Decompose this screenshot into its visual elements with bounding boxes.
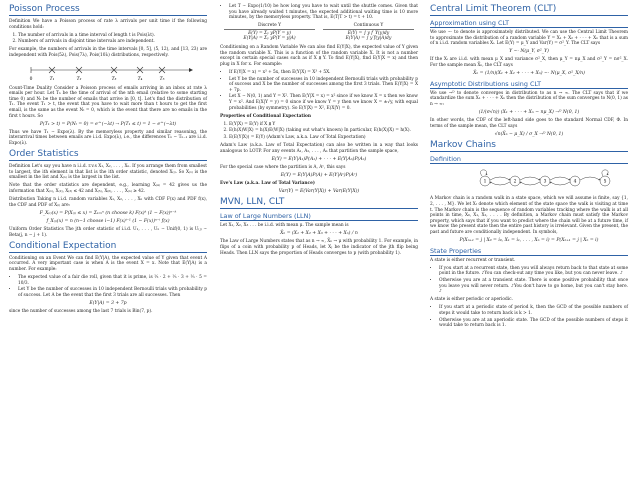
- asymptotic-text: We use →ᴰ to denote converges in distribution to as n → ∞. The CLT says that if we standardize the sum X₁ + · · · + Xₙ then the distribution of the sum converges to N(0, 1) as n → ∞:: [430, 90, 628, 107]
- discrete-formula: E(Y|A) = Σᵧ yP(Y = y|A): [243, 36, 296, 42]
- column-3: [430, 4, 628, 331]
- conditional-expectation-title: Conditional Expectation: [9, 241, 207, 253]
- state-label: 3: [543, 179, 547, 185]
- list-item: • Let T ∼ Expo(1/10) be how long you have to wait until the shuttle comes. Given that you have already waited t minutes, the expected additional waiting time is 10 more minutes, by the memoryless property. That is, E(T|T > t) = t + 10.: [229, 4, 418, 21]
- interarrival-text: Thus we have T₁ ∼ Expo(λ). By the memoryless property and similar reasoning, the interarrival times between emails are i.i.d. Expo(λ), i.e., the differences Tₙ − Tₙ₋₁ are i.i.d. Expo(λ).: [9, 129, 207, 146]
- poisson-example: For example, the numbers of arrivals in the time intervals [0, 5], (5, 12), and [13, 23) are independent with Pois(5λ), Pois(7λ), Pois(10λ) distributions, respectively.: [9, 47, 207, 58]
- list-item: 2. Numbers of arrivals in disjoint time intervals are independent.: [18, 39, 207, 45]
- order-pdf-equation: f_X₍ᵢ₎(x) = n (n−1 choose i−1) F(x)ⁱ⁻¹ (1 − F(x))ⁿ⁻ⁱ f(x): [46, 218, 170, 224]
- list-item: • If E(Y|X = x) = x³ + 5x, then E(Y|X) = X³ + 5X.: [229, 70, 418, 76]
- state-label: 5: [603, 179, 607, 185]
- poisson-conditions: [9, 33, 207, 45]
- state-label: 2: [513, 179, 517, 185]
- clt-title: Central Limit Theorem (CLT): [430, 4, 628, 16]
- state-label: 1: [483, 179, 487, 185]
- list-item: • Let Y be the number of successes in 10 independent Bernoulli trials with probability p of success. Let A be the event that the first 3 trials are all successes. Then: [18, 287, 207, 298]
- timeline-label: T₂: [76, 77, 82, 83]
- event-equation: E(Y|A) = 3 + 7p: [89, 300, 127, 306]
- list-item: • If you start at a recurrent state, then you will always return back to that state at some point in the future. ♪You can check-out any time you like, but you can never leave. ♪: [439, 266, 628, 277]
- asymptotic-equation: (1/(σ√n)) (X₁ + · · · + Xₙ − nμ_X) →ᴰ N(0, 1): [478, 109, 580, 115]
- count-time-duality: Count-Time Duality Consider a Poisson process of emails arriving in an inbox at rate λ emails per hour. Let Tₙ be the time of arrival of the nth email (relative to some starting time 0) and Nₜ be the number of emails that arrive in [0, t]. Let's find the distribution of T₁. The event T₁ > t, the event that you have to wait more than t hours to get the first email, is the same as the event Nₜ = 0, which is the event that there are no emails in the first t hours. So: [9, 85, 207, 119]
- markov-text: A Markov chain is a random walk in a state space, which we will assume is finite, say {1, 2, . . . , M}. We let Xₜ denote which element of the state space the walk is visiting at time t. The Markov chain is the sequence of random variables tracking where the walk is at all points in time, X₀, X₁, X₂, . . . . By definition, a Markov chain must satisfy the Markov property, which says that if you want to predict where the chain will be at a future time, if we know the present state then the entire past history is irrelevant. Given the present, the past and future are conditionally independent. In symbols,: [430, 196, 628, 235]
- timeline-label: T₃: [111, 77, 117, 83]
- expectation-table: [220, 23, 418, 42]
- sample-mean-clt-equation: X̄ₙ = (1/n)(X₁ + X₂ + · · · + Xₙ) ∼· N(μ_X, σ²_X/n): [473, 71, 585, 77]
- approximation-text: We use ∼· to denote is approximately distributed. We can use the Central Limit Theorem to approximate the distribution of a random variable Y = X₁ + X₂ + · · · + Xₙ that is a sum of n i.i.d. random variables Xᵢ. Let E(Y) = μ_Y and Var(Y) = σ²_Y. The CLT says: [430, 30, 628, 47]
- continuous-formula: E(Y|A) = ∫ y f(y|A)dy: [345, 36, 392, 42]
- mvn-lln-clt-title: MVN, LLN, CLT: [220, 197, 418, 209]
- timeline-label: T₁: [49, 77, 55, 83]
- state-properties-title: State Properties: [430, 247, 628, 256]
- list-item: • Otherwise you are at an aperiodic state. The GCD of the possible numbers of steps it would take to return back is 1.: [439, 318, 628, 329]
- timeline-label: T₅: [159, 77, 165, 83]
- adams-law-equation: E(Y) = E(Y|A₁)P(A₁) + · · · + E(Y|Aₙ)P(Aₙ): [271, 156, 367, 162]
- periodicity-list: [430, 305, 628, 328]
- count-time-equation: P(T₁ > t) = P(Nₜ = 0) = e^(−λt) → P(T₁ ≤ t) = 1 − e^(−λt): [39, 121, 177, 127]
- order-cdf-equation: F_X₍ᵢ₎(x) = P(X₍ᵢ₎ ≤ x) = Σₖ₌ᵢⁿ (n choose k) F(x)ᵏ (1 − F(x))ⁿ⁻ᵏ: [39, 210, 177, 216]
- eves-law: Eve's Law (a.k.a. Law of Total Variance): [220, 180, 315, 186]
- discrete-header: Discrete Y: [224, 23, 315, 30]
- continuous-header: Continuous Y: [323, 23, 414, 30]
- list-item: • Let X ∼ N(0, 1) and Y = X². Then E(Y|X = x) = x² since if we know X = x then we know Y = x². And E(X|Y = y) = 0 since if we know Y = y then we know X = ±√y, with equal probabilities (by symmetry). So E(Y|X) = X², E(X|Y) = 0.: [229, 94, 418, 111]
- special-case: For the special case where the partition is A, Aᶜ, this says: [220, 164, 346, 170]
- column-1: [9, 4, 207, 317]
- list-item: • The expected value of a fair die roll, given that it is prime, is ⅓ · 2 + ⅓ · 3 + ⅓ · 5 = 10/3.: [18, 275, 207, 286]
- adams-law: Adam's Law (a.k.a. Law of Total Expectation) can also be written in a way that looks analogous to LOTP. For any events A₁, A₂, . . . , Aₙ that partition the sample space,: [220, 142, 418, 154]
- list-item: 1. E(Y|X) = E(Y) if X ⫫ Y: [229, 122, 418, 128]
- timeline-label: T₄: [137, 77, 143, 83]
- poisson-timeline: [9, 61, 207, 83]
- order-statistics-title: Order Statistics: [9, 149, 207, 161]
- markov-chain-diagram: [430, 166, 628, 194]
- approximation-equation: Y ∼· N(μ_Y, σ²_Y): [509, 49, 549, 55]
- list-item: • Otherwise you are at a transient state. There is some positive probability that once you leave you will never return. ♪You don't have to go home, but you can't stay here. ♪: [439, 278, 628, 295]
- lln-statement: The Law of Large Numbers states that as n → ∞, X̄ₙ → μ with probability 1. For example, in flips of a coin with probability p of Heads, let Xⱼ be the indicator of the jth flip being Heads. Then LLN says the proportion of Heads converges to p (with probability 1).: [220, 239, 418, 256]
- uniform-order-statistics: Uniform Order Statistics The jth order statistic of i.i.d. U₁, . . . , Uₙ ∼ Unif(0, 1) is U₍ⱼ₎ ∼ Beta(j, n − j + 1).: [9, 226, 207, 238]
- lln-text: Let X₁, X₂, X₃ . . . be i.i.d. with mean μ. The sample mean is: [220, 223, 349, 229]
- column-2: [220, 4, 418, 259]
- asymptotic-title: Asymptotic Distributions using CLT: [430, 80, 628, 89]
- properties-heading: Properties of Conditional Expectation: [220, 113, 311, 119]
- conditioning-rv: Conditioning on a Random Variable We can also find E(Y|X), the expected value of Y given the random variable X. This is a function of the random variable X. It is not a number except in certain special cases such as if X ⫫ Y. To find E(Y|X), find E(Y|X = x) and then plug in X for x. For example:: [220, 45, 418, 67]
- order-note: Note that the order statistics are dependent, e.g., learning X₍₄₎ = 42 gives us the information that X₍₁₎, X₍₂₎, X₍₃₎ ≤ 42 and X₍₅₎, X₍₆₎, . . . , X₍ₙ₎ ≥ 42.: [9, 183, 207, 194]
- markov-definition-title: Definition: [430, 155, 628, 164]
- event-examples: [9, 275, 207, 298]
- order-definition: Definition Let's say you have n i.i.d. r.v.s X₁, X₂, . . . , Xₙ. If you arrange them from smallest to largest, the ith element in that list is the ith order statistic, denoted X₍ᵢ₎. So X₍₁₎ is the smallest in the list and X₍ₙ₎ is the largest in the list.: [9, 164, 207, 181]
- lln-title: Law of Large Numbers (LLN): [220, 212, 418, 221]
- approximation-title: Approximation using CLT: [430, 19, 628, 28]
- poisson-definition: Definition We have a Poisson process of rate λ arrivals per unit time if the following conditions hold:: [9, 19, 207, 30]
- rv-examples: [220, 70, 418, 111]
- eves-law-equation: Var(Y) = E(Var(Y|X)) + Var(E(Y|X)): [278, 189, 360, 195]
- list-item: 1. The number of arrivals in a time interval of length t is Pois(λt).: [18, 33, 207, 39]
- list-item: 2. E(h(X)W|X) = h(X)E(W|X) (taking out what's known) In particular, E(h(X)|X) = h(X).: [229, 128, 418, 134]
- asymptotic-equation-2: √n(X̄ₙ − μ_X) / σ_X →ᴰ N(0, 1): [494, 131, 564, 137]
- properties-list: [220, 122, 418, 141]
- recurrence-list: [430, 266, 628, 295]
- timeline-origin: 0: [29, 77, 33, 83]
- asymptotic-text-2: In other words, the CDF of the left-hand side goes to the standard Normal CDF, Φ. In terms of the sample mean, the CLT says: [430, 118, 628, 129]
- conditioning-event: Conditioning on an Event We can find E(Y|A), the expected value of Y given that event A occurred. A very important case is when A is the event X = x. Note that E(Y|A) is a number. For example:: [9, 255, 207, 272]
- periodic-intro: A state is either periodic or aperiodic.: [430, 297, 513, 303]
- state-intro: A state is either recurrent or transient.: [430, 257, 516, 263]
- event-tail: since the number of successes among the last 7 trials is Bin(7, p).: [9, 308, 153, 314]
- state-label: 4: [573, 179, 577, 185]
- iid-text: If the Xᵢ are i.i.d. with mean μ_X and variance σ²_X, then μ_Y = nμ_X and σ²_Y = nσ²_X. For the sample mean X̄ₙ, the CLT says: [430, 57, 628, 68]
- list-item: 3. E(E(Y|X)) = E(Y) (Adam's Law, a.k.a. Law of Total Expectation): [229, 135, 418, 141]
- list-item: • If you start at a periodic state of period k, then the GCD of the possible numbers of steps it would take to return back is k > 1.: [439, 305, 628, 316]
- sample-mean-equation: X̄ₙ = (X₁ + X₂ + X₃ + · · · + Xₙ) / n: [280, 231, 358, 237]
- continuous-column: [319, 23, 418, 42]
- discrete-formula: E(Y) = Σᵧ yP(Y = y): [248, 30, 291, 36]
- markov-property-equation: P(Xₙ₊₁ = j | X₀ = i₀, X₁ = i₁, . . . , Xₙ = i) = P(Xₙ₊₁ = j | Xₙ = i): [459, 238, 599, 244]
- continuous-formula: E(Y) = ∫ y f_Y(y)dy: [347, 30, 390, 36]
- order-distribution: Distribution Taking n i.i.d. random variables X₁, X₂, . . . , Xₙ with CDF F(x) and PDF f(x), the CDF and PDF of X₍ᵢ₎ are:: [9, 197, 207, 208]
- markov-chains-title: Markov Chains: [430, 140, 628, 152]
- special-case-equation: E(Y) = E(Y|A)P(A) + E(Y|Aᶜ)P(Aᶜ): [280, 172, 358, 178]
- poisson-title: Poisson Process: [9, 4, 207, 16]
- discrete-column: [220, 23, 319, 42]
- shuttle-example: [220, 4, 418, 21]
- list-item: • Let Y be the number of successes in 10 independent Bernoulli trials with probability p of success and X be the number of successes among the first 3 trials. Then E(Y|X) = X + 7p.: [229, 77, 418, 94]
